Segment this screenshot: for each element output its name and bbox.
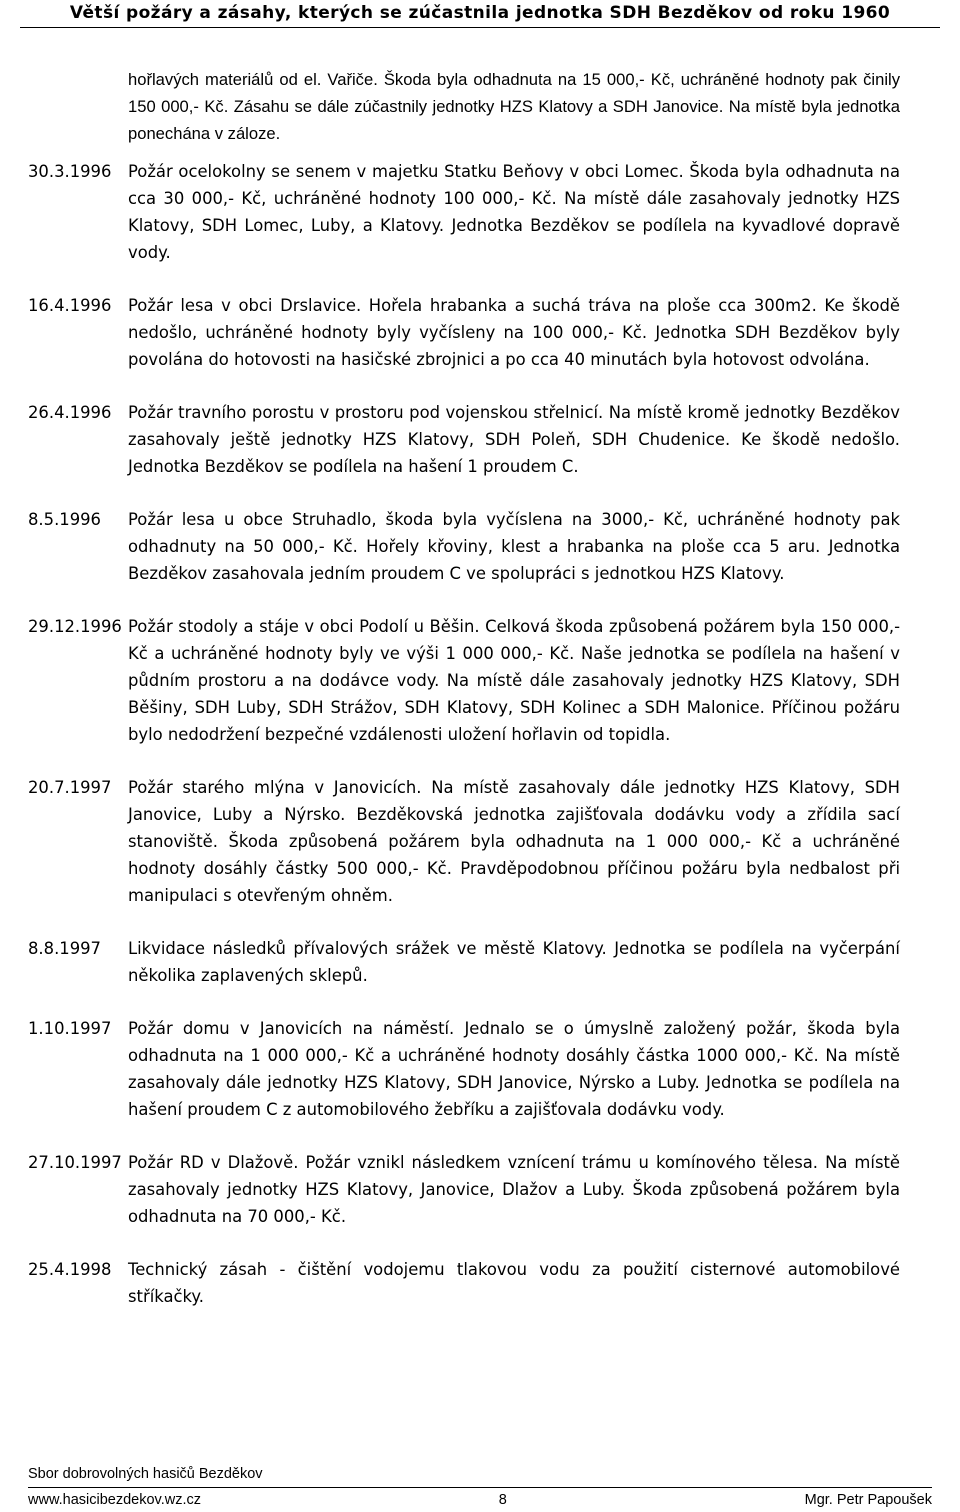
list-item [0, 935, 960, 989]
list-item [0, 399, 960, 480]
entry-text: Požár stodoly a stáje v obci Podolí u Běšin. Celková škoda způsobená požárem byla 150 000,- Kč a uchráněné hodnoty byly ve výši 1 000 000,- Kč. Naše jednotka se podílela na hašení v půdním prostoru a na dodávce vody. Na místě dále zasahovaly jednotky HZS Klatovy, SDH Běšiny, SDH Luby, SDH Strážov, SDH Klatovy, SDH Kolinec a SDH Malonice. Příčinou požáru bylo nedodržení bezpečné vzdálenosti uložení hořlavin od topidla. [128, 617, 900, 744]
spacer [0, 1123, 960, 1149]
entry-text: Likvidace následků přívalových srážek ve městě Klatovy. Jednotka se podílela na vyčerpání několika zaplavených sklepů. [128, 939, 900, 985]
list-item [0, 774, 960, 909]
footer-org: Sbor dobrovolných hasičů Bezděkov [28, 1466, 263, 1482]
entry-date: 30.3.1996 [28, 162, 112, 181]
page-footer [28, 1464, 932, 1510]
entry-text: Požár ocelokolny se senem v majetku Statku Beňovy v obci Lomec. Škoda byla odhadnuta na cca 30 000,- Kč, uchráněné hodnoty 100 000,- Kč. Na místě dále zasahovaly jednotky HZS Klatovy, SDH Lomec, Luby, a Klatovy. Jednotka Bezděkov se podílela na kyvadlové dopravě vody. [128, 162, 900, 262]
spacer [0, 748, 960, 774]
entry-date: 20.7.1997 [28, 778, 112, 797]
page-number: 8 [498, 1492, 507, 1508]
entry-text: Požár RD v Dlažově. Požár vznikl následkem vznícení trámu u komínového tělesa. Na místě zasahovaly jednotky HZS Klatovy, Janovice, Dlažov a Luby. Škoda způsobená požárem byla odhadnuta na 70 000,- Kč. [128, 1153, 900, 1226]
entry-date: 1.10.1997 [28, 1019, 112, 1038]
footer-row [28, 1490, 932, 1510]
intro-paragraph: hořlavých materiálů od el. Vařiče. Škoda byla odhadnuta na 15 000,- Kč, uchráněné hodnoty pak činily 150 000,- Kč. Zásahu se dále zúčastnily jednotky HZS Klatovy a SDH Janovice. Na místě byla jednotka ponechána v záloze. [128, 70, 900, 143]
entry-date: 16.4.1996 [28, 296, 112, 315]
entry-text: Požár lesa u obce Struhadlo, škoda byla vyčíslena na 3000,- Kč, uchráněné hodnoty pak odhadnuty na 50 000,- Kč. Hořely křoviny, klest a hrabanka na ploše cca 5 aru. Jednotka Bezděkov zasahovala jedním proudem C ve spolupráci s jednotkou HZS Klatovy. [128, 510, 900, 583]
spacer [0, 147, 960, 158]
footer-author: Mgr. Petr Papoušek [804, 1492, 932, 1508]
spacer [0, 587, 960, 613]
entry-text: Požár starého mlýna v Janovicích. Na místě zasahovaly dále jednotky HZS Klatovy, SDH Janovice, Luby a Nýrsko. Bezděkovská jednotka zajišťovala dodávku vody a zřídila sací stanoviště. Škoda způsobená požárem byla odhadnuta na 1 000 000,- Kč a uchráněné hodnoty dosáhly částky 500 000,- Kč. Pravděpodobnou příčinou požáru byla nedbalost při manipulaci s otevřeným ohněm. [128, 778, 900, 905]
list-item [0, 613, 960, 748]
spacer [0, 266, 960, 292]
entry-date: 8.8.1997 [28, 939, 101, 958]
entry-date: 25.4.1998 [28, 1260, 112, 1279]
footer-divider [28, 1487, 932, 1488]
header-divider [20, 27, 940, 28]
footer-website-link[interactable]: www.hasicibezdekov.wz.cz [28, 1492, 201, 1508]
list-item [0, 1256, 960, 1310]
entry-text: Požár domu v Janovicích na náměstí. Jednalo se o úmyslně založený požár, škoda byla odhadnuta na 1 000 000,- Kč a uchráněné hodnoty dosáhly částka 1000 000,- Kč. Na místě zasahovaly dále jednotky HZS Klatovy, SDH Janovice, Nýrsko a Luby. Jednotka se podílela na hašení proudem C z automobilového žebříku a zajišťovala dodávku vody. [128, 1019, 900, 1119]
list-item [0, 158, 960, 266]
entry-text: Technický zásah - čištění vodojemu tlakovou vodu za použití cisternové automobilové stříkačky. [128, 1260, 900, 1306]
list-item [0, 1015, 960, 1123]
list-item [0, 506, 960, 587]
spacer [0, 1230, 960, 1256]
entry-date: 27.10.1997 [28, 1153, 122, 1172]
spacer [0, 480, 960, 506]
spacer [0, 909, 960, 935]
list-item [0, 1149, 960, 1230]
page-title: Větší požáry a zásahy, kterých se zúčastnila jednotka SDH Bezděkov od roku 1960 [69, 3, 891, 23]
entry-date: 29.12.1996 [28, 617, 122, 636]
entry-date: 26.4.1996 [28, 403, 112, 422]
spacer [0, 373, 960, 399]
entry-date: 8.5.1996 [28, 510, 101, 529]
entry-text: Požár lesa v obci Drslavice. Hořela hrabanka a suchá tráva na ploše cca 300m2. Ke škodě nedošlo, uchráněné hodnoty byly vyčísleny na 100 000,- Kč. Jednotka SDH Bezděkov byly povolána do hotovosti na hasičské zbrojnici a po cca 40 minutách byla hotovost odvolána. [128, 296, 900, 369]
list-item [0, 292, 960, 373]
document-body [0, 66, 960, 1310]
entry-text: Požár travního porostu v prostoru pod vojenskou střelnicí. Na místě kromě jednotky Bezděkov zasahovaly ještě jednotky HZS Klatovy, SDH Poleň, SDH Chudenice. Ke škodě nedošlo. Jednotka Bezděkov se podílela na hašení 1 proudem C. [128, 403, 900, 476]
spacer [0, 989, 960, 1015]
